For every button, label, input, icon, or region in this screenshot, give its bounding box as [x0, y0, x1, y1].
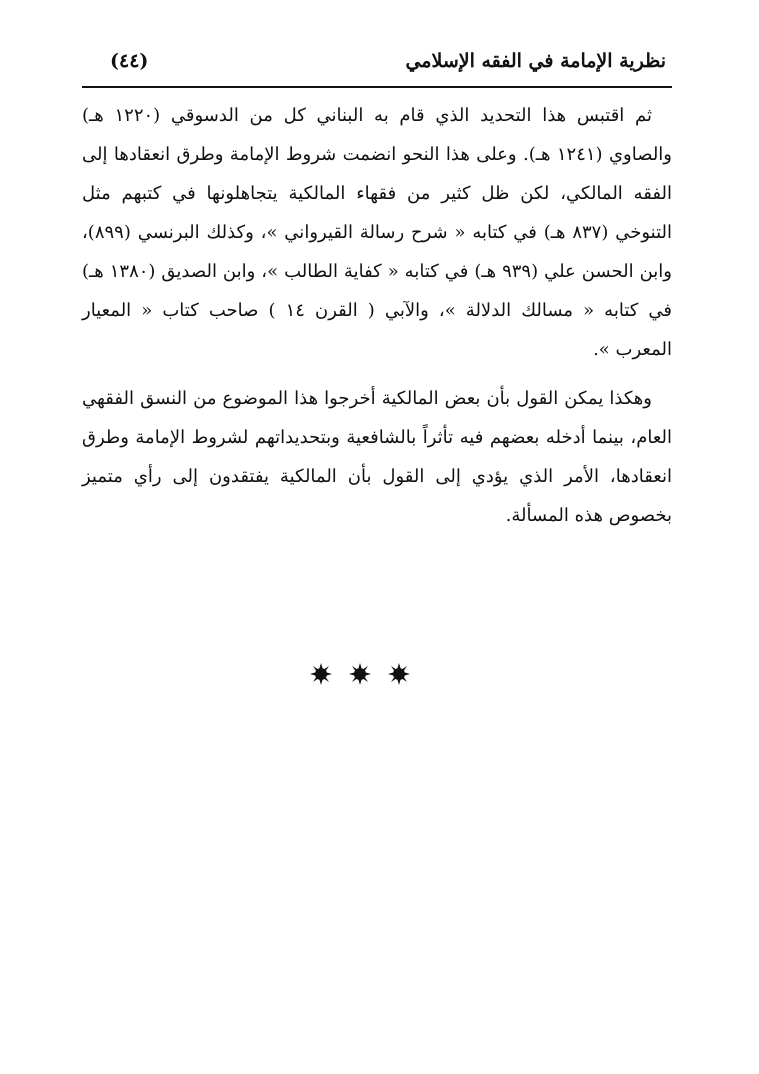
asterisk-ornament-icon	[349, 663, 371, 685]
paragraph: ثم اقتبس هذا التحديد الذي قام به البناني كل من الدسوقي (١٢٢٠ هـ) والصاوي (١٢٤١ هـ). وعلى هذا النحو انضمت شروط الإمامة وطرق انعقادها إلى الفقه المالكي، لكن ظل كثير من فقهاء المالكية يتجاهلونها في كتبهم مثل التنوخي (٨٣٧ هـ) في كتابه « شرح رسالة القيرواني »، وكذلك البرنسي (٨٩٩)، وابن الحسن علي (٩٣٩ هـ) في كتابه « كفاية الطالب »، وابن الصديق (١٣٨٠ هـ) في كتابه « مسالك الدلالة »، والآبي ( القرن ١٤ ) صاحب كتاب « المعيار المعرب ».	[82, 105, 673, 360]
running-header-title: نظرية الإمامة في الفقه الإسلامي	[405, 50, 666, 72]
running-header	[82, 44, 672, 84]
section-end-ornament	[310, 656, 410, 692]
header-divider	[82, 86, 672, 88]
page-number: (٤٤)	[110, 50, 149, 72]
paragraph: وهكذا يمكن القول بأن بعض المالكية أخرجوا هذا الموضوع من النسق الفقهي العام، بينما أدخله بعضهم فيه تأثراً بالشافعية وبتحديداتهم لشروط الإمامة وطرق انعقادها، الأمر الذي يؤدي إلى القول بأن المالكية يفتقدون إلى رأي متميز بخصوص هذه المسألة.	[82, 388, 672, 526]
asterisk-ornament-icon	[310, 663, 332, 685]
asterisk-ornament-icon	[388, 663, 410, 685]
body-text	[82, 96, 672, 535]
